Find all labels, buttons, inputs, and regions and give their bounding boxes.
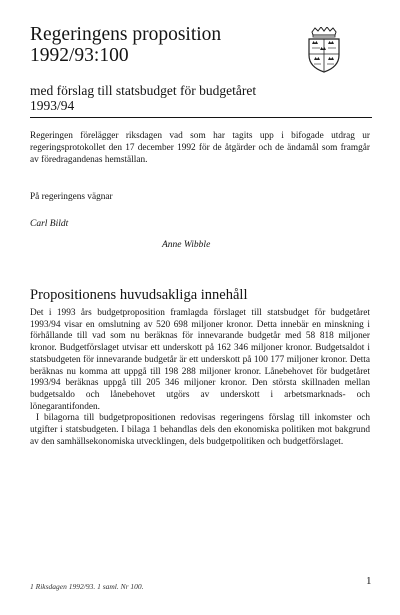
coat-of-arms-icon [306, 27, 342, 73]
intro-paragraph: Regeringen förelägger riksdagen vad som har tagits upp i bifogade utdrag ur regeringsprotokollet den 17 december 1992 för de åtgärder och de ändamål som framgår av föredragandenas hemställan. [30, 131, 370, 165]
document-title [30, 24, 221, 66]
title-line-2: 1992/93:100 [30, 45, 129, 66]
footer-reference: 1 Riksdagen 1992/93. 1 saml. Nr 100. [30, 582, 144, 591]
behalf-line: På regeringens vägnar [30, 192, 113, 202]
body-paragraph-2: I bilagorna till budgetpropositionen redovisas regeringens förslag till inkomster och utgifter i statsbudgeten. I bilaga 1 behandlas dels den ekonomiska politiken mot bakgrund av den samhällsekonomiska utvecklingen, dels budgetpolitiken och budgetförslaget. [30, 413, 370, 447]
subtitle-line-1: med förslag till statsbudget för budgetåret [30, 83, 257, 98]
document-subtitle [30, 84, 256, 113]
subtitle-line-2: 1993/94 [30, 97, 75, 113]
section-body [30, 308, 370, 448]
body-paragraph-1: Det i 1993 års budgetproposition framlagda förslaget till statsbudget för budgetåret 1993/94 visar en omslutning av 520 698 miljoner kronor. Detta innebär en minskning i förhållande till vad som nu beräknas för innevarande budgetår med 58 818 miljoner kronor. Budgetförslaget utvisar ett underskott på 162 346 miljoner kronor. Budgetsaldot i statsbudgeten för innevarande budgetår är ett underskott på 100 177 miljoner kronor. Detta beräknas nu komma att uppgå till 198 288 miljoner kronor. Lånebehovet för budgetåret 1993/94 beräknas uppgå till 205 346 miljoner kronor. Den största skillnaden mellan budgetsaldo och lånebehovet utgörs av underskott i arbetsmarknads- och lönegarantifonden. [30, 308, 370, 412]
signature-minister: Anne Wibble [162, 240, 211, 250]
signature-prime-minister: Carl Bildt [30, 219, 69, 229]
section-heading: Propositionens huvudsakliga innehåll [30, 287, 248, 303]
header-divider [30, 117, 372, 118]
page-number: 1 [366, 575, 372, 587]
title-line-1: Regeringens proposition [30, 24, 222, 45]
